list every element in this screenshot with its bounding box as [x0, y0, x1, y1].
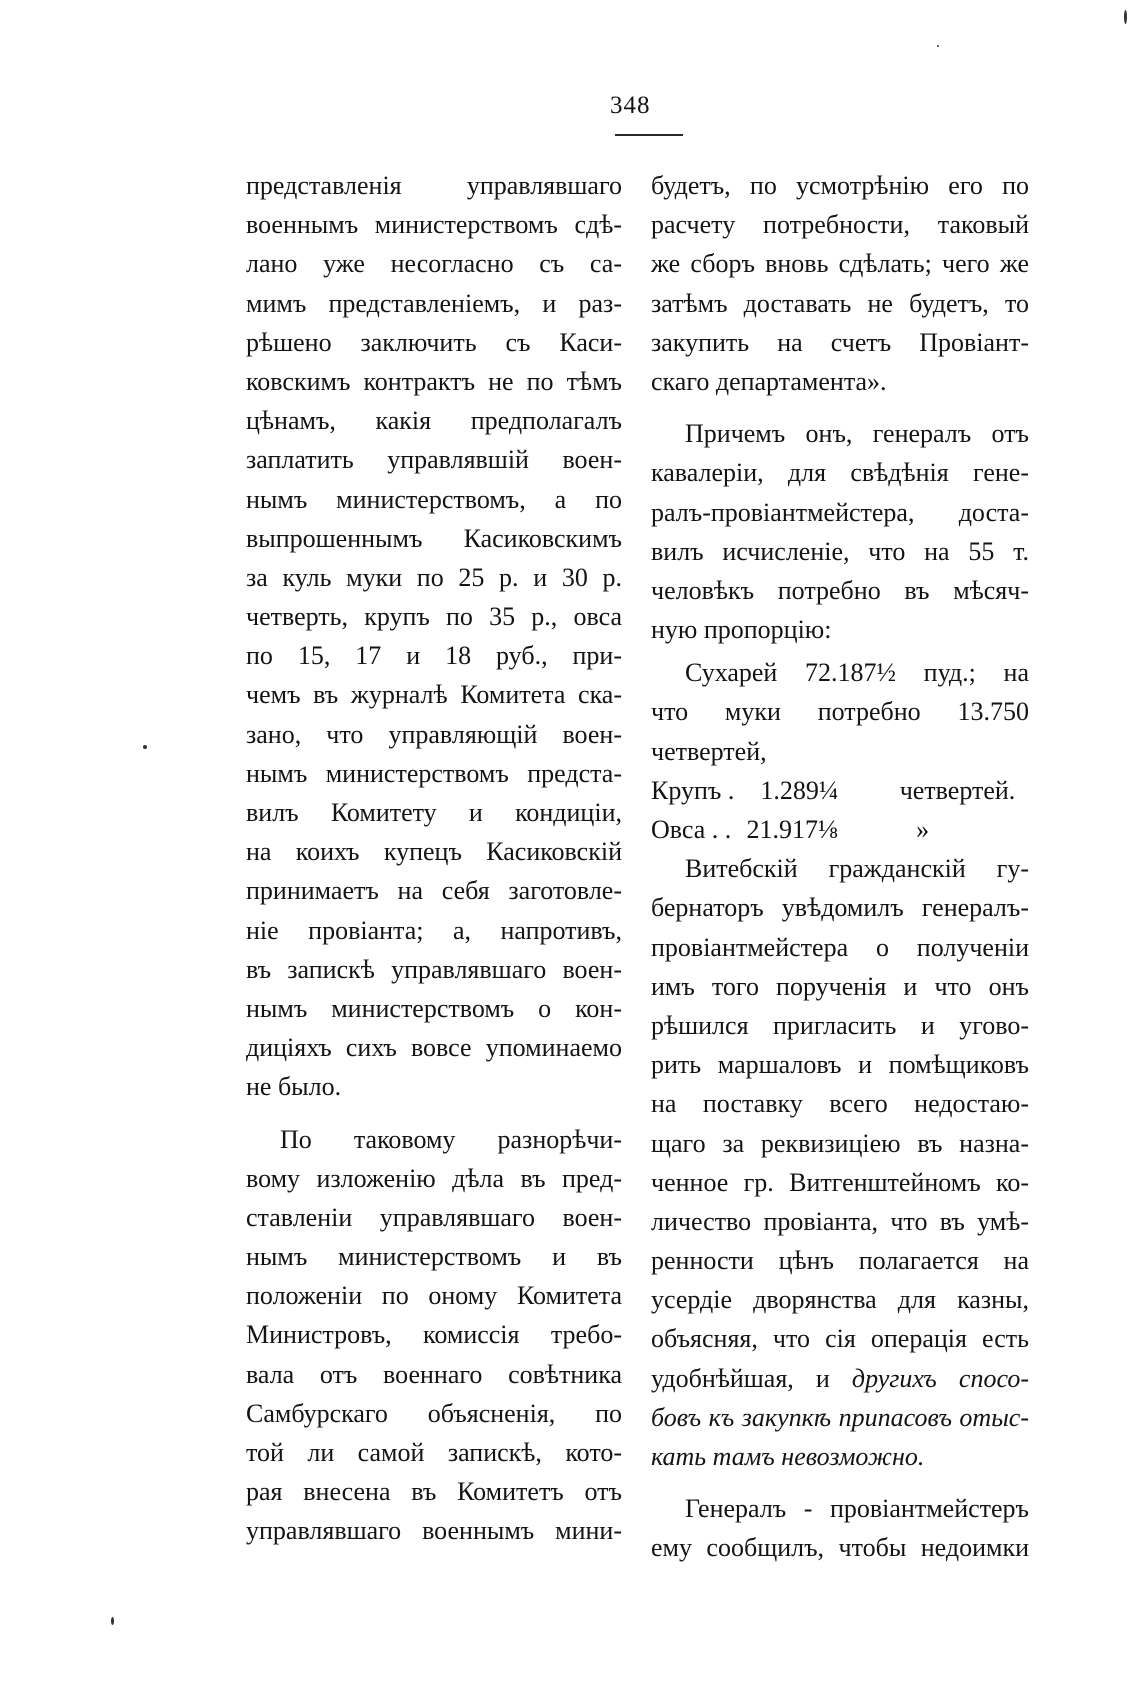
- paragraph-gap: [651, 401, 1029, 414]
- right-paragraph-1: [651, 166, 1029, 401]
- text-line: провіантмейстера о полученіи: [651, 932, 1029, 962]
- text-line-mixed: [651, 1359, 1029, 1398]
- page-number: 348: [610, 92, 651, 119]
- provision-row: [651, 771, 1029, 810]
- text-line: ставленіи управлявшаго воен-: [246, 1202, 622, 1232]
- text-line: рить маршаловъ и помѣщиковъ: [651, 1050, 1029, 1080]
- scan-speck: [111, 1617, 114, 1625]
- text-line: управлявшаго военнымъ мини-: [246, 1516, 622, 1546]
- italic-fragment: бовъ къ закупкѣ припасовъ отыс-: [651, 1402, 1029, 1432]
- text-line: ніе провіанта; а, напротивъ,: [246, 915, 622, 945]
- text-line: расчету потребности, таковый: [651, 210, 1029, 240]
- text-line: военнымъ министерствомъ сдѣ-: [246, 210, 622, 240]
- provision-row: [651, 810, 1029, 849]
- text-line: на коихъ купецъ Касиковскій: [246, 837, 622, 867]
- right-paragraph-2: [651, 414, 1029, 649]
- provision-unit: четвертей.: [899, 775, 1016, 805]
- right-paragraph-4: [651, 1489, 1029, 1567]
- text-line: той ли самой запискѣ, кото-: [246, 1438, 622, 1467]
- text-line: ралъ-провіантмейстера, доста-: [651, 497, 1029, 527]
- text-line: же сборъ вновь сдѣлать; чего же: [651, 249, 1029, 279]
- text-line: объясняя, что сія операція есть: [651, 1324, 1029, 1354]
- text-line: рая внесена въ Комитетъ отъ: [246, 1477, 622, 1507]
- text-line: кавалеріи, для свѣдѣнія гене-: [651, 458, 1029, 488]
- text-line: на поставку всего недостаю-: [651, 1089, 1029, 1119]
- text-line: личество провіанта, что въ умѣ-: [651, 1206, 1029, 1236]
- text-line: диціяхъ сихъ вовсе упоминаемо: [246, 1033, 622, 1063]
- italic-line: [651, 1437, 1029, 1476]
- text-line: ренности цѣнъ полагается на: [651, 1246, 1029, 1276]
- text-line: зано, что управляющій воен-: [246, 719, 622, 749]
- provision-unit: »: [916, 815, 930, 844]
- text-line: Министровъ, комиссія требо-: [246, 1320, 622, 1350]
- provisions-block: [651, 653, 1029, 849]
- text-line: цѣнамъ, какія предполагалъ: [246, 406, 622, 436]
- text-line: Причемъ онъ, генералъ отъ: [685, 419, 1029, 449]
- provision-quantity: 1.289¼: [760, 775, 839, 805]
- text-line: ковскимъ контрактъ не по тѣмъ: [246, 366, 622, 396]
- text-line: не было.: [246, 1072, 342, 1102]
- text-line: вому изложенію дѣла въ пред-: [246, 1163, 622, 1193]
- text-line: принимаетъ на себя заготовле-: [246, 876, 622, 906]
- text-line: будетъ, по усмотрѣнію его по: [651, 171, 1029, 200]
- text-line: выпрошеннымъ Касиковскимъ: [246, 523, 622, 553]
- text-line: вилъ Комитету и кондиціи,: [246, 798, 622, 827]
- text-line: рѣшено заключить съ Каси-: [246, 327, 622, 357]
- text-line: Самбурскаго объясненія, по: [246, 1398, 622, 1428]
- text-line: бернаторъ увѣдомилъ генералъ-: [651, 893, 1029, 923]
- provision-quantity: 21.917⅛: [746, 815, 838, 844]
- paragraph-gap: [651, 1476, 1029, 1489]
- text-line: вилъ исчисленіе, что на 55 т.: [651, 536, 1029, 566]
- text-line: представленія управлявшаго: [246, 171, 622, 200]
- text-line: щаго за реквизиціею въ назна-: [651, 1128, 1029, 1158]
- italic-fragment: кать тамъ невозможно.: [651, 1442, 925, 1471]
- right-paragraph-3: [651, 849, 1029, 1476]
- text-line: четвертей,: [651, 736, 767, 766]
- text-line: въ запискѣ управлявшаго воен-: [246, 954, 622, 984]
- text-line: ную пропорцію:: [651, 615, 832, 645]
- text-line: рѣшился пригласить и угово-: [651, 1010, 1029, 1040]
- text-line: нымъ министерствомъ предста-: [246, 758, 622, 788]
- text-line: лано уже несогласно съ са-: [246, 249, 622, 279]
- scan-speck: [1124, 10, 1127, 24]
- text-fragment: удобнѣйшая, и: [651, 1363, 852, 1393]
- text-line: мимъ представленіемъ, и раз-: [246, 288, 622, 318]
- scan-speck: [937, 45, 939, 47]
- text-line: человѣкъ потребно въ мѣсяч-: [651, 575, 1029, 605]
- text-line: скаго департамента».: [651, 366, 887, 396]
- text-line: закупить на счетъ Провіант-: [651, 327, 1029, 357]
- text-line: чемъ въ журналѣ Комитета ска-: [246, 680, 622, 710]
- text-line: затѣмъ доставать не будетъ, то: [651, 288, 1029, 318]
- paragraph-gap: [246, 1107, 622, 1120]
- text-line: имъ того порученія и что онъ: [651, 971, 1029, 1001]
- text-line: заплатить управлявшій воен-: [246, 445, 622, 475]
- scan-speck: [143, 745, 147, 749]
- right-column: [651, 166, 1029, 1568]
- text-line: за куль муки по 25 р. и 30 р.: [246, 562, 622, 592]
- italic-fragment: другихъ спосо-: [851, 1363, 1029, 1393]
- left-column: [246, 166, 622, 1551]
- left-paragraph-1: [246, 166, 622, 1107]
- provision-name: Овса . .: [651, 815, 732, 844]
- provision-name: Крупъ .: [651, 775, 735, 805]
- left-paragraph-2: [246, 1120, 622, 1551]
- text-line: ему сообщилъ, чтобы недоимки: [651, 1533, 1029, 1563]
- text-line: по 15, 17 и 18 руб., при-: [246, 641, 622, 671]
- text-line: нымъ министерствомъ о кон-: [246, 993, 622, 1023]
- text-line: усердіе дворянства для казны,: [651, 1285, 1029, 1315]
- text-line: положеніи по оному Комитета: [246, 1281, 622, 1311]
- page-number-rule: [615, 134, 683, 136]
- text-line: нымъ министерствомъ, а по: [246, 484, 622, 514]
- text-line: четверть, крупъ по 35 р., овса: [246, 602, 622, 632]
- text-line: Сухарей 72.187½ пуд.; на: [685, 658, 1029, 688]
- text-line: Генералъ - провіантмейстеръ: [685, 1494, 1029, 1524]
- text-line: По таковому разнорѣчи-: [280, 1124, 622, 1154]
- text-line: нымъ министерствомъ и въ: [246, 1242, 622, 1272]
- text-line: Витебскій гражданскій гу-: [685, 854, 1029, 884]
- text-line: ченное гр. Витгенштейномъ ко-: [651, 1167, 1029, 1197]
- italic-line: [651, 1398, 1029, 1437]
- text-line: что муки потребно 13.750: [651, 697, 1029, 727]
- text-line: вала отъ военнаго совѣтника: [246, 1359, 622, 1389]
